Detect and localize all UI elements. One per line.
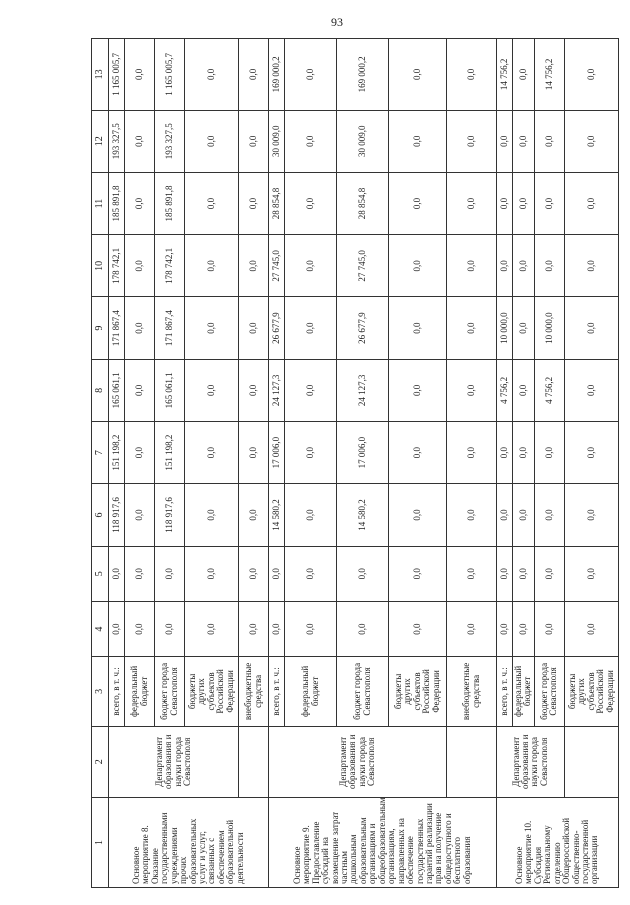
value-cell: 0,0 [239, 359, 269, 421]
value-cell: 0,0 [185, 484, 239, 546]
funding-source-cell: бюджеты других субъектов Российской Федерации [389, 657, 447, 726]
value-cell: 0,0 [564, 484, 618, 546]
value-cell: 0,0 [389, 39, 447, 111]
event-name-cell: Основное мероприятие 9. Предоставление субсидий на возмещение затрат частным дошкольным образовательным организациям и общеобразовательным организациям, направленных на обеспечение государственных гарантий реализации прав на получение общедоступного и бесплатного образования [269, 798, 497, 888]
value-cell: 165 061,1 [155, 359, 185, 421]
funding-source-cell: всего, в т. ч.: [109, 657, 125, 726]
value-cell: 0,0 [564, 359, 618, 421]
value-cell: 0,0 [269, 601, 285, 656]
value-cell: 165 061,1 [109, 359, 125, 421]
value-cell: 0,0 [125, 297, 155, 359]
value-cell: 0,0 [497, 172, 513, 234]
value-cell: 0,0 [534, 484, 564, 546]
value-cell: 0,0 [239, 235, 269, 297]
value-cell: 178 742,1 [155, 235, 185, 297]
value-cell: 28 854,8 [337, 172, 389, 234]
funding-source-cell: бюджет города Севастополя [337, 657, 389, 726]
funding-source-cell: федеральный бюджет [513, 657, 535, 726]
value-cell: 0,0 [497, 235, 513, 297]
col-header: 6 [92, 484, 109, 546]
value-cell: 24 127,3 [337, 359, 389, 421]
value-cell: 0,0 [447, 39, 497, 111]
page-number: 93 [331, 15, 343, 29]
header-row [92, 39, 109, 888]
value-cell: 0,0 [125, 359, 155, 421]
value-cell: 0,0 [285, 422, 337, 484]
value-cell: 0,0 [185, 546, 239, 601]
funding-source-cell: внебюджетные средства [239, 657, 269, 726]
value-cell: 0,0 [125, 39, 155, 111]
funding-source-cell: бюджет города Севастополя [155, 657, 185, 726]
value-cell: 4 756,2 [534, 359, 564, 421]
value-cell: 0,0 [125, 484, 155, 546]
value-cell: 0,0 [497, 484, 513, 546]
value-cell: 17 006,0 [337, 422, 389, 484]
value-cell: 0,0 [497, 546, 513, 601]
executor-blank-cell [447, 726, 497, 798]
value-cell: 0,0 [564, 297, 618, 359]
executor-cell: Департамент образования и науки города Севастополя [269, 726, 447, 798]
table-body [92, 39, 619, 888]
value-cell: 0,0 [285, 110, 337, 172]
value-cell: 0,0 [239, 546, 269, 601]
col-header: 10 [92, 235, 109, 297]
value-cell: 0,0 [285, 297, 337, 359]
value-cell: 171 867,4 [155, 297, 185, 359]
funding-source-cell: федеральный бюджет [125, 657, 155, 726]
value-cell: 0,0 [185, 601, 239, 656]
table-row [447, 39, 497, 888]
value-cell: 0,0 [497, 110, 513, 172]
value-cell: 0,0 [125, 422, 155, 484]
value-cell: 0,0 [564, 601, 618, 656]
funding-source-cell: всего, в т. ч.: [497, 657, 513, 726]
value-cell: 0,0 [513, 546, 535, 601]
value-cell: 0,0 [185, 359, 239, 421]
value-cell: 0,0 [513, 601, 535, 656]
table-row [109, 39, 125, 888]
col-header: 9 [92, 297, 109, 359]
value-cell: 1 165 005,7 [109, 39, 125, 111]
value-cell: 0,0 [285, 235, 337, 297]
col-header: 13 [92, 39, 109, 111]
value-cell: 0,0 [285, 546, 337, 601]
value-cell: 0,0 [534, 546, 564, 601]
value-cell: 185 891,8 [109, 172, 125, 234]
value-cell: 0,0 [564, 39, 618, 111]
value-cell: 1 165 005,7 [155, 39, 185, 111]
value-cell: 0,0 [513, 172, 535, 234]
value-cell: 4 756,2 [497, 359, 513, 421]
value-cell: 0,0 [513, 359, 535, 421]
value-cell: 0,0 [513, 297, 535, 359]
value-cell: 30 009,0 [269, 110, 285, 172]
value-cell: 0,0 [109, 601, 125, 656]
budget-table [91, 38, 619, 888]
value-cell: 0,0 [155, 546, 185, 601]
value-cell: 0,0 [269, 546, 285, 601]
funding-source-cell: всего, в т. ч.: [269, 657, 285, 726]
value-cell: 0,0 [447, 172, 497, 234]
value-cell: 0,0 [185, 110, 239, 172]
value-cell: 185 891,8 [155, 172, 185, 234]
value-cell: 27 745,0 [269, 235, 285, 297]
value-cell: 0,0 [389, 110, 447, 172]
value-cell: 0,0 [447, 297, 497, 359]
value-cell: 0,0 [285, 359, 337, 421]
col-header: 5 [92, 546, 109, 601]
value-cell: 24 127,3 [269, 359, 285, 421]
value-cell: 0,0 [185, 422, 239, 484]
value-cell: 151 198,2 [109, 422, 125, 484]
value-cell: 0,0 [447, 546, 497, 601]
value-cell: 0,0 [239, 601, 269, 656]
value-cell: 0,0 [109, 546, 125, 601]
value-cell: 14 580,2 [269, 484, 285, 546]
value-cell: 10 000,0 [534, 297, 564, 359]
value-cell: 178 742,1 [109, 235, 125, 297]
value-cell: 0,0 [447, 601, 497, 656]
funding-source-cell: внебюджетные средства [447, 657, 497, 726]
value-cell: 0,0 [564, 172, 618, 234]
value-cell: 0,0 [239, 110, 269, 172]
value-cell: 0,0 [534, 110, 564, 172]
value-cell: 0,0 [185, 297, 239, 359]
col-header: 4 [92, 601, 109, 656]
value-cell: 0,0 [534, 601, 564, 656]
event-name-cell: Основное мероприятие 8. Оказание государственными учреждениями прочих образовательных услуг и услуг, связанных с обеспечением образовательной деятельности [109, 798, 269, 888]
value-cell: 0,0 [564, 422, 618, 484]
value-cell: 0,0 [125, 546, 155, 601]
rotated-table-wrapper [91, 38, 615, 888]
event-name-cell: Основное мероприятие 10. Субсидия Региональному отделению Общероссийской общественно-государственной организации [497, 798, 619, 888]
value-cell: 0,0 [125, 110, 155, 172]
value-cell: 0,0 [285, 601, 337, 656]
value-cell: 17 006,0 [269, 422, 285, 484]
value-cell: 0,0 [534, 235, 564, 297]
value-cell: 14 756,2 [497, 39, 513, 111]
value-cell: 0,0 [513, 422, 535, 484]
col-header: 8 [92, 359, 109, 421]
value-cell: 0,0 [564, 546, 618, 601]
value-cell: 169 000,2 [269, 39, 285, 111]
value-cell: 0,0 [185, 235, 239, 297]
funding-source-cell: бюджет города Севастополя [534, 657, 564, 726]
value-cell: 30 009,0 [337, 110, 389, 172]
value-cell: 0,0 [447, 422, 497, 484]
value-cell: 0,0 [389, 422, 447, 484]
value-cell: 0,0 [285, 484, 337, 546]
value-cell: 0,0 [239, 172, 269, 234]
value-cell: 27 745,0 [337, 235, 389, 297]
value-cell: 0,0 [389, 172, 447, 234]
table-row [239, 39, 269, 888]
value-cell: 26 677,9 [337, 297, 389, 359]
executor-cell: Департамент образования и науки города Севастополя [109, 726, 239, 798]
value-cell: 0,0 [389, 235, 447, 297]
value-cell: 10 000,0 [497, 297, 513, 359]
table-row [497, 39, 513, 888]
value-cell: 26 677,9 [269, 297, 285, 359]
value-cell: 118 917,6 [109, 484, 125, 546]
value-cell: 151 198,2 [155, 422, 185, 484]
value-cell: 0,0 [185, 39, 239, 111]
value-cell: 193 327,5 [155, 110, 185, 172]
funding-source-cell: бюджеты других субъектов Российской Федерации [185, 657, 239, 726]
value-cell: 0,0 [239, 297, 269, 359]
value-cell: 14 580,2 [337, 484, 389, 546]
value-cell: 0,0 [389, 359, 447, 421]
value-cell: 0,0 [389, 484, 447, 546]
executor-blank-cell [564, 726, 618, 798]
value-cell: 14 756,2 [534, 39, 564, 111]
col-header: 7 [92, 422, 109, 484]
table-row [269, 39, 285, 888]
value-cell: 0,0 [497, 601, 513, 656]
value-cell: 0,0 [497, 422, 513, 484]
value-cell: 0,0 [155, 601, 185, 656]
value-cell: 171 867,4 [109, 297, 125, 359]
value-cell: 0,0 [285, 39, 337, 111]
col-header: 3 [92, 657, 109, 726]
value-cell: 0,0 [513, 110, 535, 172]
value-cell: 0,0 [447, 110, 497, 172]
table-row [564, 39, 618, 888]
value-cell: 0,0 [534, 172, 564, 234]
value-cell: 0,0 [513, 39, 535, 111]
funding-source-cell: бюджеты других субъектов Российской Федерации [564, 657, 618, 726]
col-header: 12 [92, 110, 109, 172]
value-cell: 0,0 [564, 110, 618, 172]
col-header: 1 [92, 798, 109, 888]
value-cell: 118 917,6 [155, 484, 185, 546]
value-cell: 0,0 [125, 235, 155, 297]
value-cell: 0,0 [239, 484, 269, 546]
value-cell: 0,0 [125, 172, 155, 234]
executor-blank-cell [239, 726, 269, 798]
value-cell: 0,0 [389, 546, 447, 601]
value-cell: 28 854,8 [269, 172, 285, 234]
col-header: 11 [92, 172, 109, 234]
value-cell: 0,0 [337, 546, 389, 601]
value-cell: 0,0 [447, 484, 497, 546]
value-cell: 0,0 [534, 422, 564, 484]
value-cell: 0,0 [285, 172, 337, 234]
value-cell: 0,0 [239, 39, 269, 111]
value-cell: 0,0 [447, 359, 497, 421]
value-cell: 0,0 [389, 601, 447, 656]
value-cell: 0,0 [337, 601, 389, 656]
value-cell: 0,0 [125, 601, 155, 656]
value-cell: 0,0 [513, 484, 535, 546]
value-cell: 0,0 [185, 172, 239, 234]
value-cell: 0,0 [513, 235, 535, 297]
value-cell: 193 327,5 [109, 110, 125, 172]
value-cell: 0,0 [389, 297, 447, 359]
value-cell: 169 000,2 [337, 39, 389, 111]
value-cell: 0,0 [239, 422, 269, 484]
value-cell: 0,0 [447, 235, 497, 297]
executor-cell: Департамент образования и науки города Севастополя [497, 726, 565, 798]
col-header: 2 [92, 726, 109, 798]
funding-source-cell: федеральный бюджет [285, 657, 337, 726]
value-cell: 0,0 [564, 235, 618, 297]
